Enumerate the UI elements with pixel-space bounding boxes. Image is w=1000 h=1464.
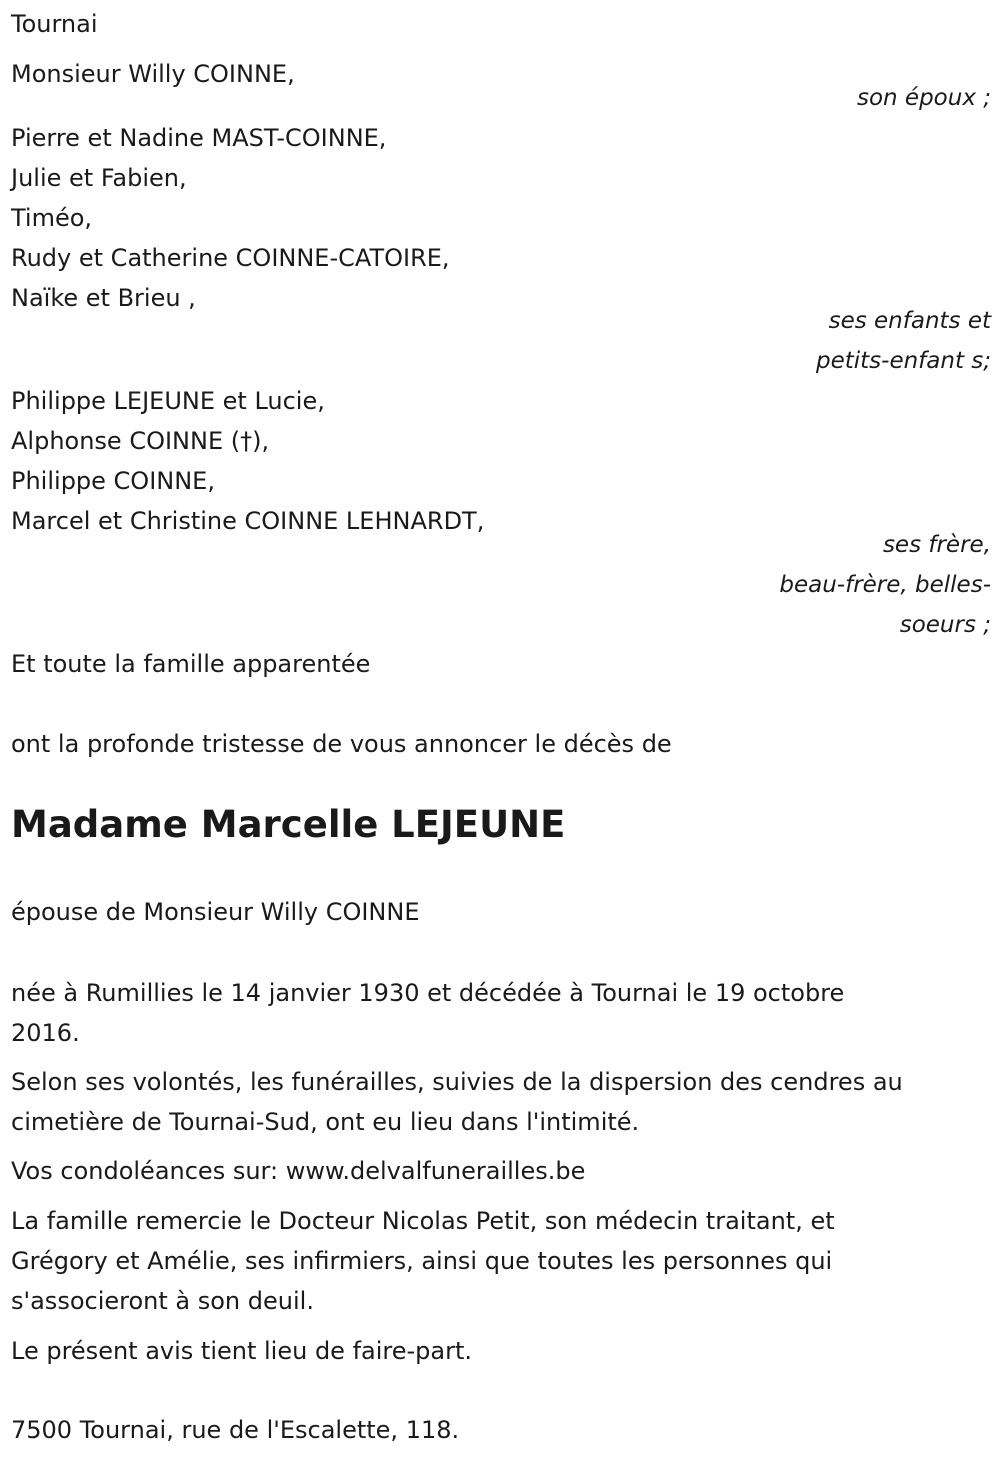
sibling-line: Marcel et Christine COINNE LEHNARDT, [11,507,485,535]
address-line: 7500 Tournai, rue de l'Escalette, 118. [11,1416,460,1444]
sibling-line: Philippe LEJEUNE et Lucie, [11,387,325,415]
child-line: Naïke et Brieu , [11,284,196,312]
children-relation: ses enfants et [828,308,991,334]
birth-death-line: 2016. [11,1019,80,1047]
deceased-name: Madame Marcelle LEJEUNE [11,803,566,846]
thanks-line: La famille remercie le Docteur Nicolas Petit, son médecin traitant, et [11,1207,835,1235]
sibling-line: Philippe COINNE, [11,467,215,495]
funeral-line: cimetière de Tournai-Sud, ont eu lieu dans l'intimité. [11,1108,640,1136]
child-line: Timéo, [11,204,93,232]
children-relation: petits-enfant s; [815,348,991,374]
birth-death-line: née à Rumillies le 14 janvier 1930 et décédée à Tournai le 19 octobre [11,979,845,1007]
condolences-line: Vos condoléances sur: www.delvalfunerailles.be [11,1157,586,1185]
spouse-relation: son époux ; [856,85,991,111]
header-city: Tournai [11,10,98,38]
siblings-relation: soeurs ; [899,612,991,638]
child-line: Rudy et Catherine COINNE-CATOIRE, [11,244,450,272]
funeral-line: Selon ses volontés, les funérailles, suivies de la dispersion des cendres au [11,1068,903,1096]
child-line: Pierre et Nadine MAST-COINNE, [11,124,387,152]
thanks-line: Grégory et Amélie, ses infirmiers, ainsi que toutes les personnes qui [11,1247,833,1275]
child-line: Julie et Fabien, [11,164,187,192]
siblings-relation: ses frère, [882,532,991,558]
siblings-relation: beau-frère, belles- [779,572,991,598]
thanks-line: s'associeront à son deuil. [11,1287,314,1315]
family-line: Et toute la famille apparentée [11,650,371,678]
spouse-of: épouse de Monsieur Willy COINNE [11,898,420,926]
sibling-line: Alphonse COINNE (†), [11,427,270,455]
spouse-name: Monsieur Willy COINNE, [11,60,295,88]
announcement: ont la profonde tristesse de vous annoncer le décès de [11,730,672,758]
notice-line: Le présent avis tient lieu de faire-part. [11,1337,473,1365]
